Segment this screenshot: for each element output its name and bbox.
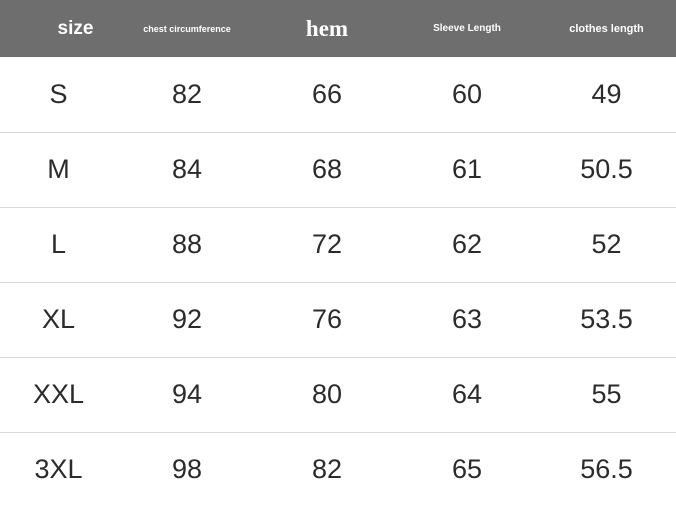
cell-length: 55 [537, 357, 676, 432]
cell-sleeve: 65 [451, 454, 483, 485]
cell-sleeve: 64 [397, 357, 537, 432]
table-row [0, 132, 676, 207]
cell-hem: 82 [311, 454, 343, 485]
cell-chest: 84 [117, 132, 257, 207]
table-row [0, 57, 676, 132]
cell-length: 53.5 [537, 282, 676, 357]
cell-length: 56.5 [580, 454, 633, 485]
column-header-chest-circumference: chest circumference [143, 23, 231, 34]
cell-hem: 76 [257, 282, 397, 357]
cell-hem: 72 [257, 207, 397, 282]
cell-size: 3XL [34, 454, 83, 485]
cell-chest: 92 [117, 282, 257, 357]
cell-size: S [0, 57, 117, 132]
cell-sleeve: 61 [397, 132, 537, 207]
cell-hem: 80 [257, 357, 397, 432]
cell-sleeve: 63 [397, 282, 537, 357]
cell-sleeve: 62 [397, 207, 537, 282]
cell-size: L [0, 207, 117, 282]
cell-chest: 82 [117, 57, 257, 132]
cell-chest: 94 [117, 357, 257, 432]
table-body [0, 57, 676, 507]
column-header-size: size [57, 17, 94, 39]
column-header-hem: hem [305, 15, 349, 41]
cell-hem: 66 [257, 57, 397, 132]
cell-size: M [0, 132, 117, 207]
table-header [0, 0, 676, 57]
table-row [0, 207, 676, 282]
table-header-row [0, 0, 676, 57]
cell-sleeve: 60 [397, 57, 537, 132]
table-row [0, 282, 676, 357]
cell-length: 50.5 [537, 132, 676, 207]
column-header-sleeve-length: Sleeve Length [433, 23, 501, 34]
cell-chest: 88 [117, 207, 257, 282]
cell-chest: 98 [171, 454, 203, 485]
cell-length: 52 [537, 207, 676, 282]
table-row [0, 432, 676, 507]
cell-size: XXL [0, 357, 117, 432]
cell-length: 49 [537, 57, 676, 132]
cell-hem: 68 [257, 132, 397, 207]
table-row [0, 357, 676, 432]
cell-size: XL [0, 282, 117, 357]
column-header-clothes-length: clothes length [569, 22, 644, 35]
